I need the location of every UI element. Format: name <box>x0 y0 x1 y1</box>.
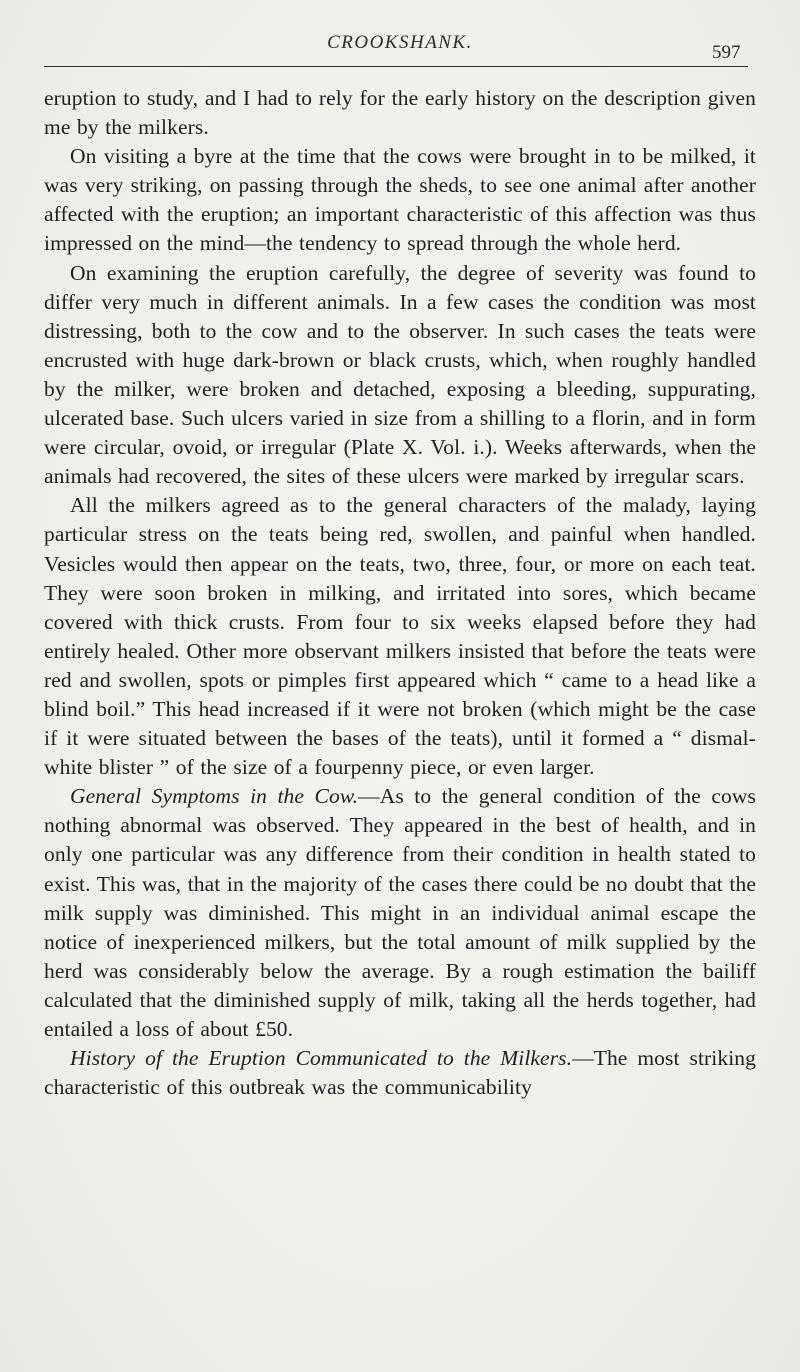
paragraph-6 <box>44 1044 756 1102</box>
paragraph-text: eruption to study, and I had to rely for the early history on the description given me by the milkers. <box>44 86 756 140</box>
paragraph-text: —The most striking characteristic of this outbreak was the communicability <box>44 1046 756 1100</box>
section-heading-general-symptoms: General Symptoms in the Cow. <box>70 784 359 809</box>
paragraph-text: —As to the general condition of the cows nothing abnormal was observed. They appeared in the best of health, and in only one particular was any difference from their condition in health stated to exist. This was, that in the majority of the cases there could be no doubt that the milk supply was diminished. This might in an individual animal escape the notice of inexperienced milkers, but the total amount of milk supplied by the herd was considerably below the average. By a rough estimation the bailiff calculated that the diminished supply of milk, taking all the herds together, had entailed a loss of about £50. <box>44 784 756 1041</box>
paragraph-text: On visiting a byre at the time that the cows were brought in to be milked, it was very striking, on passing through the sheds, to see one animal after another affected with the eruption; an important characteristic of this affection was thus impressed on the mind—the tendency to spread through the whole herd. <box>44 144 756 256</box>
paragraph-1 <box>44 84 756 142</box>
page-number: 597 <box>712 42 741 63</box>
running-title: CROOKSHANK. <box>327 32 473 53</box>
paragraph-text: All the milkers agreed as to the general characters of the malady, laying particular stress on the teats being red, swollen, and painful when handled. Vesicles would then appear on the teats, two, three, four, or more on each teat. They were soon broken in milking, and irritated into sores, which became covered with thick crusts. From four to six weeks elapsed before they had entirely healed. Other more observant milkers insisted that before the teats were red and swollen, spots or pimples first appeared which “ came to a head like a blind boil.” This head increased if it were not broken (which might be the case if it were situated between the bases of the teats), until it formed a “ dismal-white blister ” of the size of a fourpenny piece, or even larger. <box>44 493 756 780</box>
header-rule <box>44 66 748 67</box>
body-text <box>44 84 756 1102</box>
paragraph-4 <box>44 491 756 782</box>
paragraph-2 <box>44 142 756 258</box>
paragraph-text: On examining the eruption carefully, the degree of severity was found to differ very much in different animals. In a few cases the condition was most distressing, both to the cow and to the observer. In such cases the teats were encrusted with huge dark-brown or black crusts, which, when roughly handled by the milker, were broken and detached, exposing a bleeding, suppurating, ulcerated base. Such ulcers varied in size from a shilling to a florin, and in form were circular, ovoid, or irregular (Plate X. Vol. i.). Weeks afterwards, when the animals had recovered, the sites of these ulcers were marked by irregular scars. <box>44 260 756 489</box>
running-head <box>0 30 800 63</box>
paragraph-3 <box>44 259 756 492</box>
section-heading-history-of-eruption: History of the Eruption Communicated to the Milkers. <box>70 1046 573 1071</box>
paragraph-5 <box>44 782 756 1044</box>
